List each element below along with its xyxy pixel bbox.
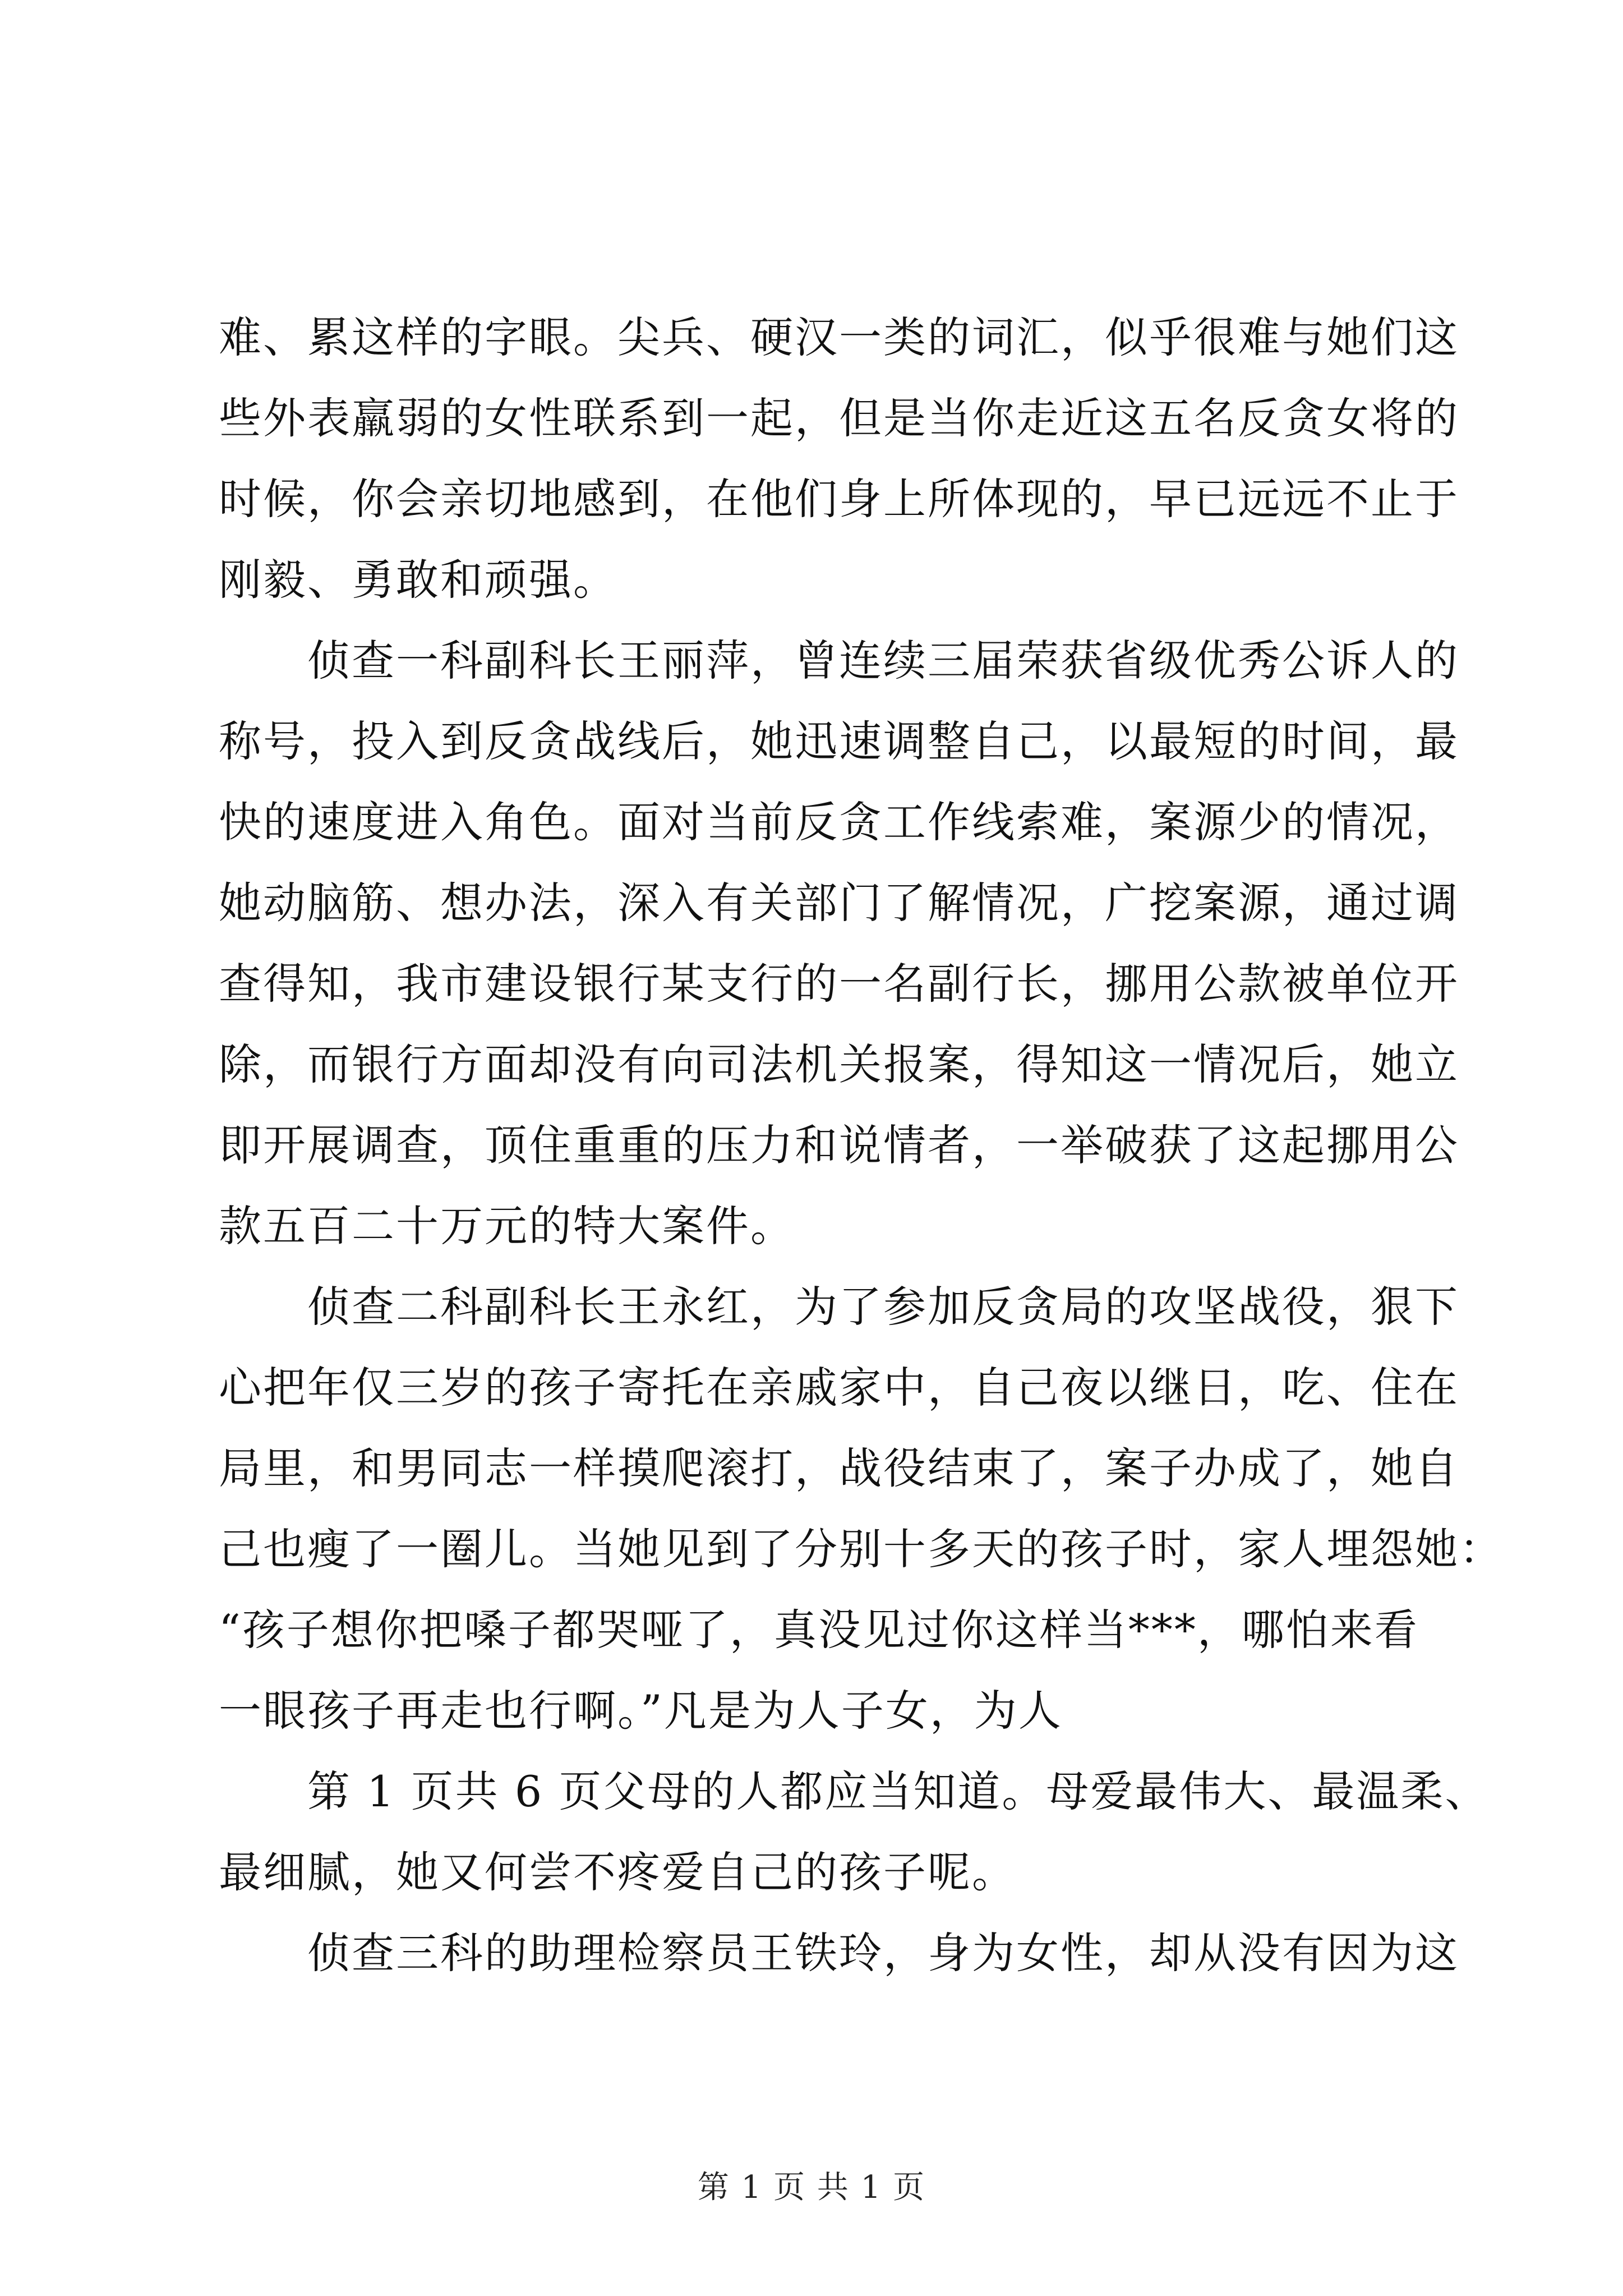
text-line: 即开展调查，顶住重重的压力和说情者，一举破获了这起挪用公 bbox=[219, 1120, 1459, 1170]
text-line: 心把年仅三岁的孩子寄托在亲戚家中，自己夜以继日，吃、住在 bbox=[219, 1363, 1459, 1412]
text-line: 款五百二十万元的特大案件。 bbox=[219, 1201, 795, 1251]
text-line: 时候，你会亲切地感到，在他们身上所体现的，早已远远不止于 bbox=[219, 474, 1459, 524]
text-line: 难、累这样的字眼。尖兵、硬汉一类的词汇，似乎很难与她们这 bbox=[219, 312, 1459, 362]
text-line: 些外表羸弱的女性联系到一起，但是当你走近这五名反贪女将的 bbox=[219, 393, 1459, 443]
text-line: 侦查三科的助理检察员王铁玲，身为女性，却从没有因为这 bbox=[219, 1928, 1459, 1978]
text-line: 除，而银行方面却没有向司法机关报案，得知这一情况后，她立 bbox=[219, 1039, 1459, 1089]
text-line: 侦查二科副科长王永红，为了参加反贪局的攻坚战役，狠下 bbox=[219, 1282, 1459, 1332]
text-line: 己也瘦了一圈儿。当她见到了分别十多天的孩子时，家人埋怨她： bbox=[219, 1524, 1504, 1574]
text-line: “孩子想你把嗓子都哭哑了，真没见过你这样当***，哪怕来看 bbox=[219, 1605, 1419, 1655]
text-line: 侦查一科副科长王丽萍，曾连续三届荣获省级优秀公诉人的 bbox=[219, 636, 1459, 685]
text-line: 第 1 页共 6 页父母的人都应当知道。母爱最伟大、最温柔、 bbox=[219, 1766, 1490, 1816]
text-line: 最细腻，她又何尝不疼爱自己的孩子呢。 bbox=[219, 1847, 1016, 1897]
text-line: 一眼孩子再走也行啊。”凡是为人子女，为人 bbox=[219, 1686, 1063, 1736]
body-text bbox=[219, 297, 1504, 1994]
text-line: 局里，和男同志一样摸爬滚打，战役结束了，案子办成了，她自 bbox=[219, 1443, 1459, 1493]
page-footer: 第 1 页 共 1 页 bbox=[697, 2169, 926, 2206]
text-line: 她动脑筋、想办法，深入有关部门了解情况，广挖案源，通过调 bbox=[219, 878, 1459, 928]
text-line: 查得知，我市建设银行某支行的一名副行长，挪用公款被单位开 bbox=[219, 959, 1459, 1009]
text-line: 快的速度进入角色。面对当前反贪工作线索难，案源少的情况， bbox=[219, 797, 1459, 847]
text-line: 刚毅、勇敢和顽强。 bbox=[219, 555, 617, 605]
text-line: 称号，投入到反贪战线后，她迅速调整自己，以最短的时间，最 bbox=[219, 716, 1459, 766]
